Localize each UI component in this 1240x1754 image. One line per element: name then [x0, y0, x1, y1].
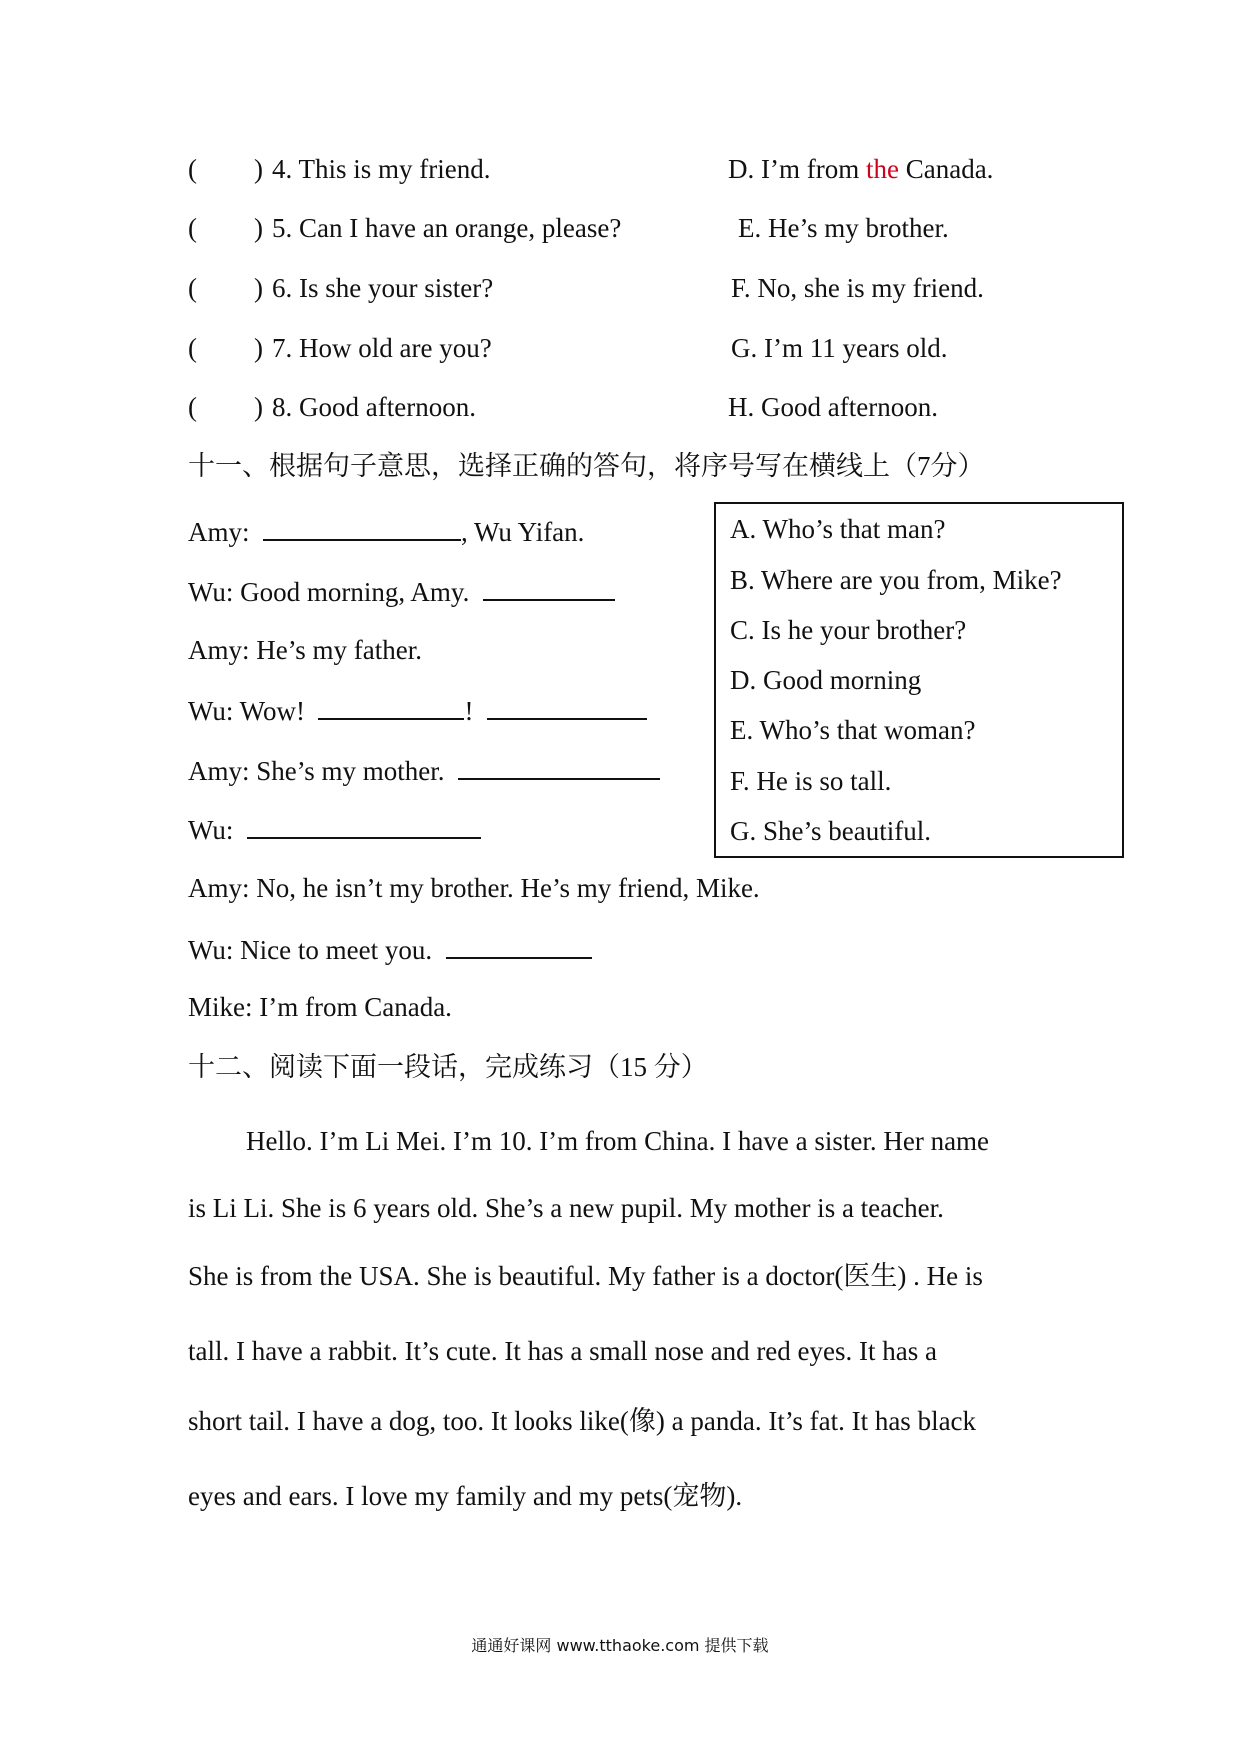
- answer-f: F. No, she is my friend.: [731, 273, 984, 303]
- footer-credit: 通通好课网 www.tthaoke.com 提供下载: [471, 1636, 769, 1655]
- answer-paren-close: ): [254, 154, 263, 184]
- answer-paren-close: ): [254, 213, 263, 243]
- answer-blank[interactable]: [487, 696, 647, 720]
- dialogue-line-3: Amy: He’s my father.: [188, 635, 422, 665]
- answer-paren-open: (: [188, 154, 197, 184]
- question-5: 5. Can I have an orange, please?: [272, 213, 622, 243]
- answer-h: H. Good afternoon.: [728, 392, 938, 422]
- answer-e: E. He’s my brother.: [738, 213, 949, 243]
- passage-line-1: Hello. I’m Li Mei. I’m 10. I’m from China. I have a sister. Her name: [246, 1126, 990, 1156]
- question-6: 6. Is she your sister?: [272, 273, 494, 303]
- option-g: G. She’s beautiful.: [730, 816, 931, 846]
- passage-line-6: eyes and ears. I love my family and my pets(宠物).: [188, 1481, 743, 1511]
- option-b: B. Where are you from, Mike?: [730, 565, 1062, 595]
- dialogue-line-9: Mike: I’m from Canada.: [188, 992, 452, 1022]
- option-a: A. Who’s that man?: [730, 514, 946, 544]
- answer-blank[interactable]: [318, 696, 464, 720]
- answer-blank[interactable]: [446, 935, 592, 959]
- answer-blank[interactable]: [458, 756, 660, 780]
- answer-blank[interactable]: [483, 577, 615, 601]
- section-11-heading: 十一、根据句子意思，选择正确的答句，将序号写在横线上（7分）: [188, 451, 985, 481]
- dialogue-line-6: Wu:: [188, 815, 481, 844]
- answer-paren-close: ): [254, 392, 263, 422]
- answer-d: D. I’m from the Canada.: [728, 154, 994, 184]
- answer-paren-open: (: [188, 333, 197, 363]
- answer-blank[interactable]: [263, 517, 461, 541]
- answer-paren-close: ): [254, 273, 263, 303]
- question-7: 7. How old are you?: [272, 333, 492, 363]
- dialogue-line-1: Amy: , Wu Yifan.: [188, 517, 585, 547]
- dialogue-line-4: Wu: Wow! !: [188, 696, 647, 725]
- section-12-heading: 十二、阅读下面一段话，完成练习（15 分）: [188, 1052, 708, 1082]
- passage-line-2: is Li Li. She is 6 years old. She’s a new pupil. My mother is a teacher.: [188, 1193, 944, 1223]
- question-4: 4. This is my friend.: [272, 154, 491, 184]
- highlighted-word: the: [865, 154, 899, 184]
- option-c: C. Is he your brother?: [730, 615, 967, 645]
- question-8: 8. Good afternoon.: [272, 392, 476, 422]
- answer-g: G. I’m 11 years old.: [731, 333, 948, 363]
- passage-line-5: short tail. I have a dog, too. It looks like(像) a panda. It’s fat. It has black: [188, 1406, 977, 1436]
- options-box: [714, 502, 1124, 858]
- option-d: D. Good morning: [730, 665, 922, 695]
- dialogue-line-8: Wu: Nice to meet you.: [188, 935, 592, 964]
- answer-paren-close: ): [254, 333, 263, 363]
- answer-blank[interactable]: [247, 815, 481, 839]
- passage-line-4: tall. I have a rabbit. It’s cute. It has a small nose and red eyes. It has a: [188, 1336, 937, 1366]
- answer-paren-open: (: [188, 213, 197, 243]
- dialogue-line-2: Wu: Good morning, Amy.: [188, 577, 615, 606]
- dialogue-line-7: Amy: No, he isn’t my brother. He’s my friend, Mike.: [188, 873, 760, 903]
- option-e: E. Who’s that woman?: [730, 715, 976, 745]
- answer-paren-open: (: [188, 273, 197, 303]
- option-f: F. He is so tall.: [730, 766, 892, 796]
- answer-paren-open: (: [188, 392, 197, 422]
- passage-line-3: She is from the USA. She is beautiful. My father is a doctor(医生) . He is: [188, 1261, 983, 1291]
- dialogue-line-5: Amy: She’s my mother.: [188, 756, 660, 785]
